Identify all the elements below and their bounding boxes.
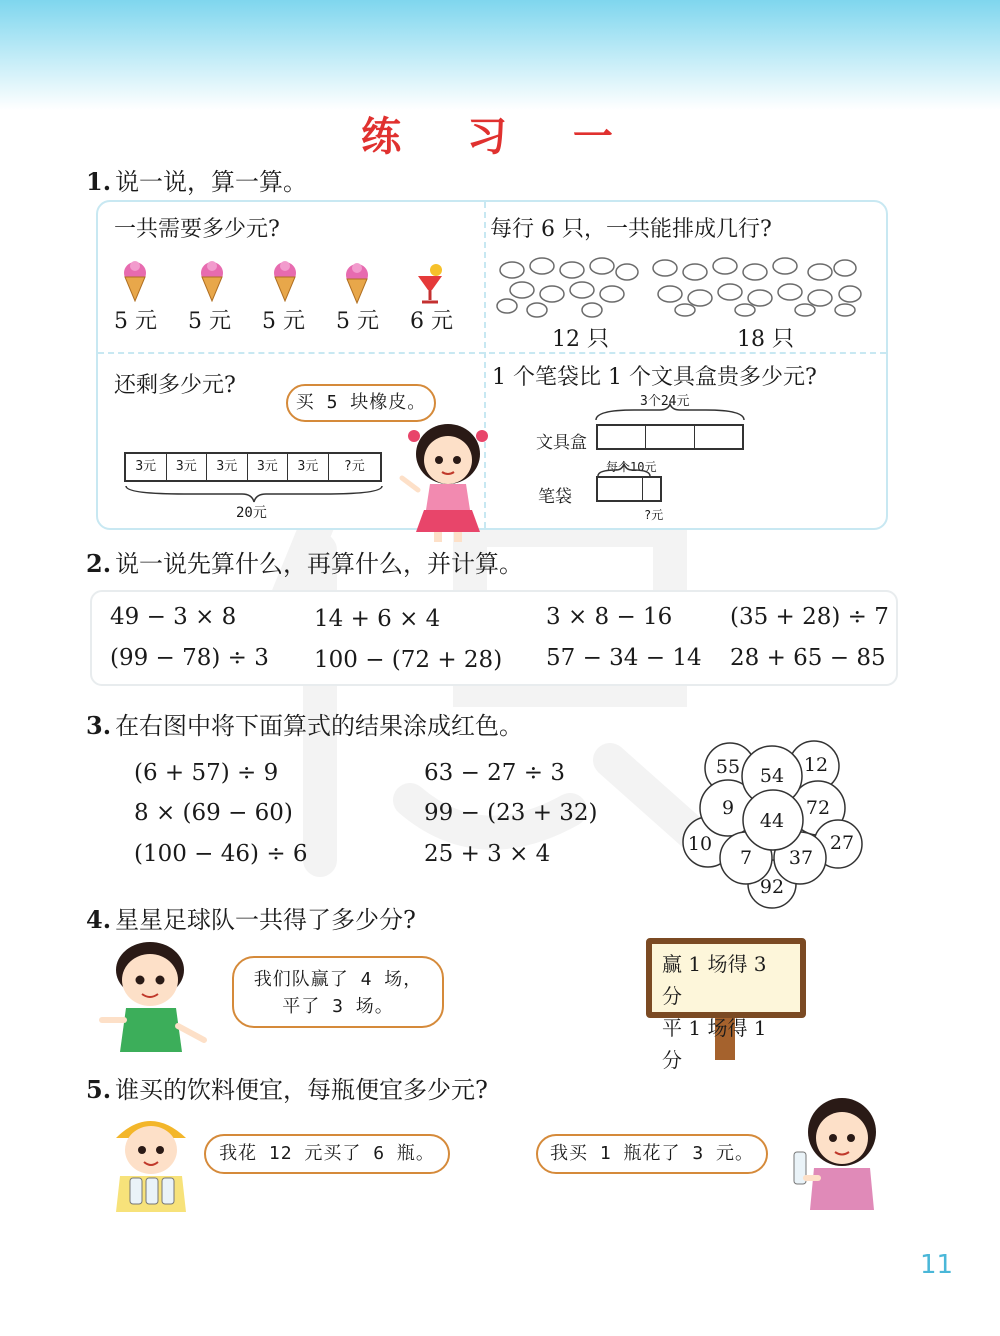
q2-heading <box>86 544 523 579</box>
price-label-5: 6 元 <box>410 309 453 334</box>
flower-number: 10 <box>687 833 713 855</box>
expression: (99 − 78) ÷ 3 <box>110 645 269 671</box>
rabbit-count-1: 12 只 <box>552 327 609 352</box>
expression: (35 + 28) ÷ 7 <box>730 604 889 630</box>
q3-heading <box>86 706 523 741</box>
flower-number: 44 <box>759 810 785 832</box>
speech-bubble-matches <box>232 956 444 1028</box>
q1-heading <box>86 162 307 197</box>
money-cell-2: 3元 <box>167 454 208 480</box>
flower-number: 37 <box>788 847 814 869</box>
flower-number: 72 <box>805 797 831 819</box>
q1-number: 1. <box>86 167 112 196</box>
expression: (100 − 46) ÷ 6 <box>134 841 308 867</box>
expression: 63 − 27 ÷ 3 <box>424 760 565 786</box>
rabbit-group-icon <box>645 250 870 318</box>
expression: 49 − 3 × 8 <box>110 604 237 630</box>
ice-cream-icon <box>197 260 227 302</box>
q2-number: 2. <box>86 549 112 578</box>
money-cell-5: 3元 <box>288 454 329 480</box>
q4-text: 星星足球队一共得了多少分? <box>115 906 416 934</box>
rabbit-group-icon <box>492 250 642 318</box>
ice-cream-icon <box>120 260 150 302</box>
expression: 3 × 8 − 16 <box>546 604 673 630</box>
q1-text: 说一说，算一算。 <box>115 168 308 196</box>
q1b-question: 每行 6 只，一共能排成几行? <box>490 217 772 242</box>
speech-bubble-erasers: 买 5 块橡皮。 <box>286 384 436 422</box>
q3-number: 3. <box>86 711 112 740</box>
speech-bubble-one-bottle: 我买 1 瓶花了 3 元。 <box>536 1134 768 1174</box>
expression: 100 − (72 + 28) <box>314 647 503 673</box>
pencil-bag-label: 笔袋 <box>538 487 572 507</box>
money-cell-unknown: ?元 <box>343 459 365 474</box>
bubble-line: 平了 3 场。 <box>282 996 394 1017</box>
each-price-label: 每个10元 <box>606 460 657 474</box>
total-label: 20元 <box>236 505 267 521</box>
expression: 14 + 6 × 4 <box>314 606 441 632</box>
flower-number: 54 <box>759 765 785 787</box>
expression: 25 + 3 × 4 <box>424 841 551 867</box>
top-brace <box>594 402 746 422</box>
segment <box>646 426 694 448</box>
q3-text: 在右图中将下面算式的结果涂成红色。 <box>115 712 524 740</box>
flower-number: 7 <box>739 847 753 869</box>
speech-bubble-six-bottles: 我花 12 元买了 6 瓶。 <box>204 1134 450 1174</box>
boy-with-bottles-character <box>106 1108 196 1212</box>
expression: 99 − (23 + 32) <box>424 800 598 826</box>
q5-text: 谁买的饮料便宜，每瓶便宜多少元? <box>115 1076 488 1104</box>
segment <box>695 426 742 448</box>
pencil-box-bar <box>596 424 744 450</box>
pencil-box-label: 文具盒 <box>536 433 587 453</box>
bubble-line: 我们队赢了 4 场， <box>253 969 423 990</box>
q5-number: 5. <box>86 1075 112 1104</box>
flower-number: 12 <box>803 754 829 776</box>
sign-line: 平 1 场得 1 分 <box>662 1016 767 1072</box>
expression: 57 − 34 − 14 <box>546 645 702 671</box>
page-number: 11 <box>920 1250 954 1280</box>
boy-character <box>96 936 212 1056</box>
unknown-price-label: ?元 <box>644 508 664 522</box>
flower-number: 9 <box>721 797 735 819</box>
three-boxes-label: 3个24元 <box>640 394 690 409</box>
segment <box>642 478 643 500</box>
money-bar <box>124 452 382 482</box>
expression: (6 + 57) ÷ 9 <box>134 760 279 786</box>
price-label-4: 5 元 <box>336 309 379 334</box>
score-sign <box>646 938 806 1072</box>
q1a-question: 一共需要多少元? <box>114 217 280 242</box>
q1c-question: 还剩多少元? <box>114 373 236 398</box>
q1d-question: 1 个笔袋比 1 个文具盒贵多少元? <box>492 365 817 390</box>
q5-heading <box>86 1070 488 1105</box>
money-cell-1: 3元 <box>126 454 167 480</box>
juice-glass-icon <box>412 262 448 306</box>
pencil-bag-bar <box>596 476 662 502</box>
q4-number: 4. <box>86 905 112 934</box>
segment <box>598 426 646 448</box>
rabbit-count-2: 18 只 <box>737 327 794 352</box>
flower-number: 92 <box>759 876 785 898</box>
number-flower <box>674 736 874 910</box>
girl-character <box>398 418 502 544</box>
total-brace <box>124 484 384 504</box>
q2-text: 说一说先算什么，再算什么，并计算。 <box>115 550 524 578</box>
girl-with-bottle-character <box>790 1094 886 1212</box>
flower-number: 55 <box>715 756 741 778</box>
ice-cream-icon <box>342 262 372 304</box>
flower-number: 27 <box>829 832 855 854</box>
expression: 28 + 65 − 85 <box>730 645 886 671</box>
money-cell-3: 3元 <box>207 454 248 480</box>
expression: 8 × (69 − 60) <box>134 800 293 826</box>
q4-heading <box>86 900 416 935</box>
top-color-band <box>0 0 1000 110</box>
ice-cream-icon <box>270 260 300 302</box>
price-label-3: 5 元 <box>262 309 305 334</box>
page-title: 练 习 一 <box>361 114 639 160</box>
price-label-1: 5 元 <box>114 309 157 334</box>
price-label-2: 5 元 <box>188 309 231 334</box>
money-cell-4: 3元 <box>248 454 289 480</box>
sign-line: 赢 1 场得 3 分 <box>662 952 767 1008</box>
